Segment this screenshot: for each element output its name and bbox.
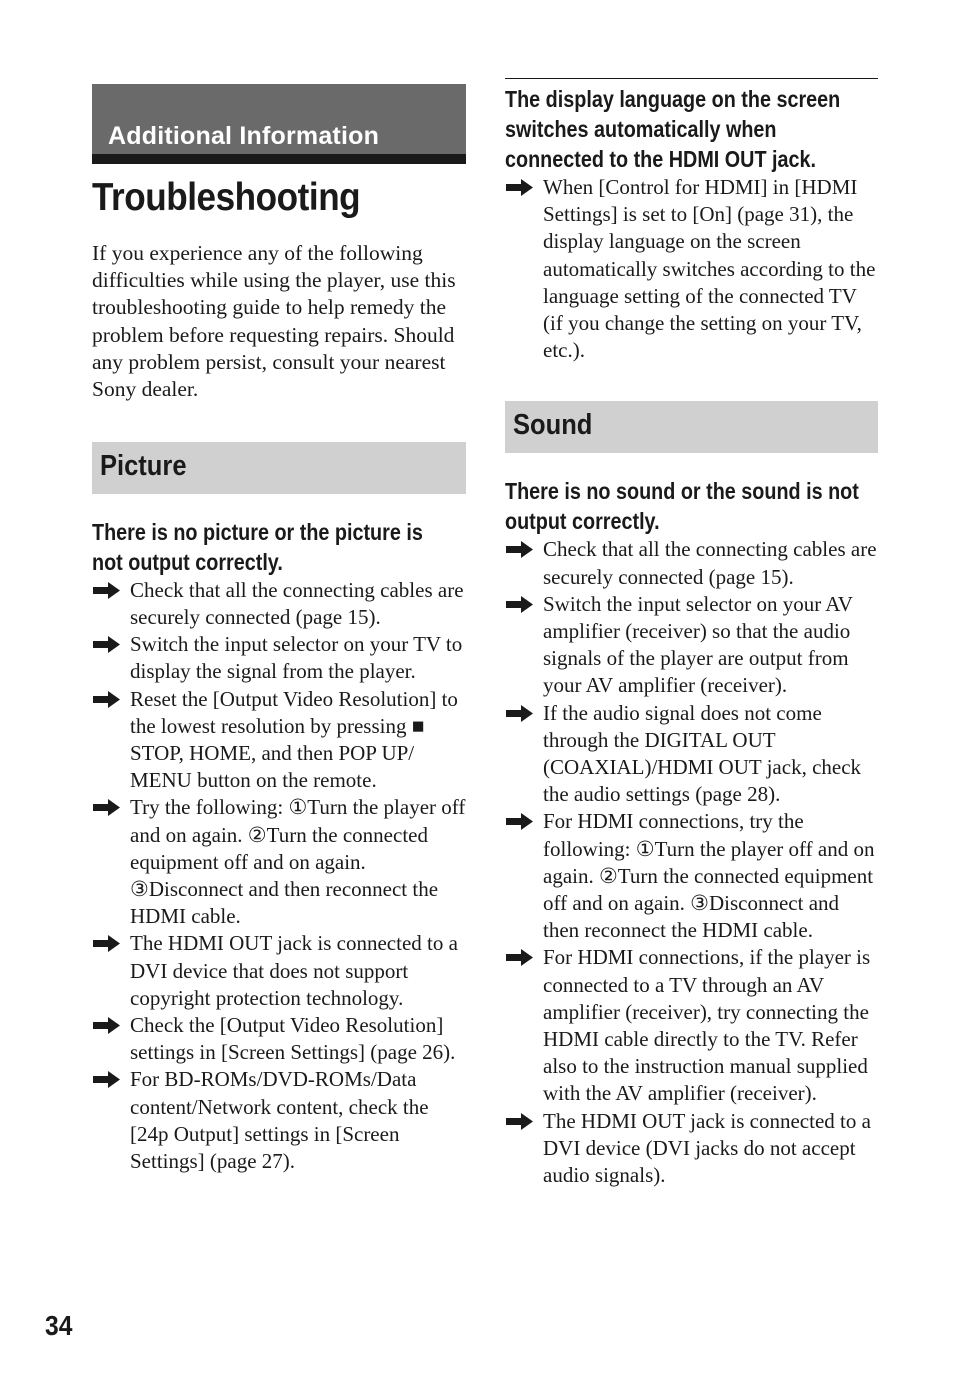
arrow-right-icon: [92, 686, 122, 713]
solution-list-sound: [505, 536, 878, 1189]
list-item: The HDMI OUT jack is connected to a DVI device (DVI jacks do not accept audio signals).: [505, 1108, 878, 1190]
arrow-right-icon: [92, 794, 122, 821]
problem-heading-sound: There is no sound or the sound is not output correctly.: [505, 478, 859, 535]
page-title: Troubleshooting: [92, 176, 361, 219]
list-item: The HDMI OUT jack is connected to a DVI device that does not support copyright protection technology.: [92, 930, 466, 1012]
section-label: Additional Information: [108, 122, 380, 150]
problem-heading-picture: There is no picture or the picture is not output correctly.: [92, 518, 423, 575]
arrow-right-icon: [505, 174, 535, 201]
list-item: For HDMI connections, try the following: ①Turn the player off and on again. ②Turn the connected equipment off and on again. ③Disconnect and then reconnect the HDMI cable.: [505, 808, 878, 944]
list-item: Check that all the connecting cables are securely connected (page 15).: [92, 577, 466, 631]
arrow-right-icon: [505, 700, 535, 727]
list-item: For HDMI connections, if the player is connected to a TV through an AV amplifier (receiver), try connecting the HDMI cable directly to the TV. Refer also to the instruction manual supplied with the AV amplifier (receiver).: [505, 944, 878, 1107]
arrow-right-icon: [505, 944, 535, 971]
list-item: Switch the input selector on your TV to display the signal from the player.: [92, 631, 466, 685]
list-item: Check that all the connecting cables are securely connected (page 15).: [505, 536, 878, 590]
arrow-right-icon: [92, 631, 122, 658]
problem-heading-display-language: The display language on the screen switches automatically when connected to the HDMI OUT jack.: [505, 86, 841, 172]
list-item: Reset the [Output Video Resolution] to the lowest resolution by pressing ■ STOP, HOME, and then POP UP/ MENU button on the remote.: [92, 686, 466, 795]
arrow-right-icon: [92, 930, 122, 957]
section-banner: [92, 84, 466, 164]
list-item: Try the following: ①Turn the player off and on again. ②Turn the connected equipment off and on again. ③Disconnect and then reconnect the HDMI cable.: [92, 794, 466, 930]
arrow-right-icon: [505, 591, 535, 618]
category-bar-picture: [92, 442, 466, 494]
category-heading-sound: Sound: [513, 409, 593, 442]
list-item: Check the [Output Video Resolution] settings in [Screen Settings] (page 26).: [92, 1012, 466, 1066]
arrow-right-icon: [92, 1066, 122, 1093]
arrow-right-icon: [92, 1012, 122, 1039]
arrow-right-icon: [505, 808, 535, 835]
solution-list-display-language: [505, 174, 878, 364]
left-column: [92, 84, 466, 1175]
intro-paragraph: If you experience any of the following difficulties while using the player, use this troubleshooting guide to help remedy the problem before requesting repairs. Should any problem persist, consult your nearest Sony dealer.: [92, 241, 456, 402]
category-bar-sound: [505, 401, 878, 453]
list-item: When [Control for HDMI] in [HDMI Settings] is set to [On] (page 31), the display language on the screen automatically switches according to the language setting of the connected TV (if you change the setting on your TV, etc.).: [505, 174, 878, 364]
solution-list-picture: [92, 577, 466, 1175]
right-column: [505, 78, 878, 1189]
list-item: If the audio signal does not come through the DIGITAL OUT (COAXIAL)/HDMI OUT jack, check the audio settings (page 28).: [505, 700, 878, 809]
page-number: 34: [45, 1310, 73, 1341]
arrow-right-icon: [505, 536, 535, 563]
category-heading-picture: Picture: [100, 449, 187, 482]
list-item: For BD-ROMs/DVD-ROMs/Data content/Network content, check the [24p Output] settings in [Screen Settings] (page 27).: [92, 1066, 466, 1175]
arrow-right-icon: [505, 1108, 535, 1135]
list-item: Switch the input selector on your AV amplifier (receiver) so that the audio signals of the player are output from your AV amplifier (receiver).: [505, 591, 878, 700]
arrow-right-icon: [92, 577, 122, 604]
